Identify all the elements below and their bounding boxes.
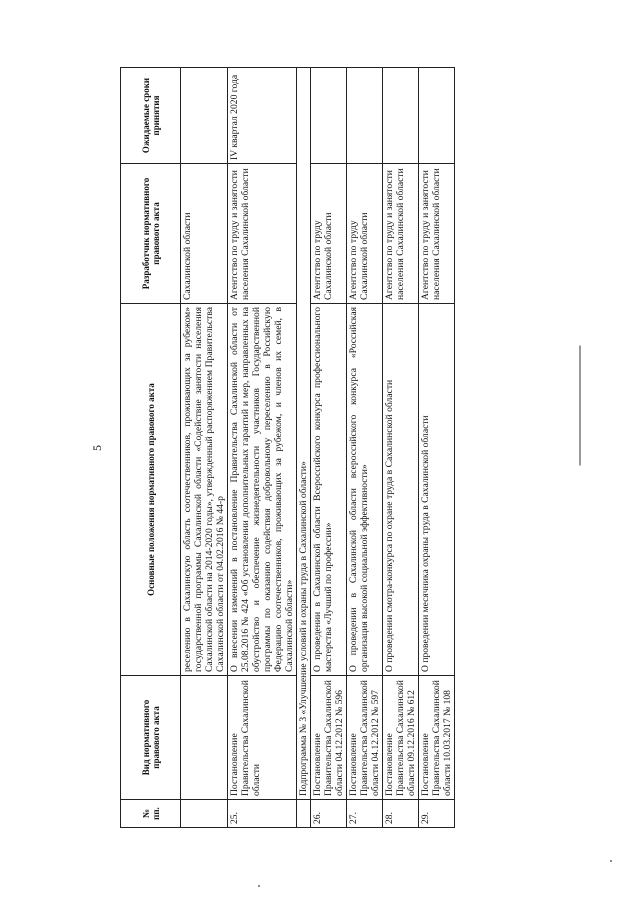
cell-type: Постановление Правительства Сахалинской области xyxy=(228,676,297,800)
cell-provisions: О проведении смотра-конкурса по охране труда в Сахалинской области xyxy=(383,304,419,676)
cell-type xyxy=(181,676,228,800)
table-row xyxy=(228,68,297,828)
legal-acts-table xyxy=(120,67,455,828)
cell-provisions: О проведении в Сахалинской области Всероссийского конкурса профессионального мастерства «Лучший по профессии» xyxy=(311,304,347,676)
cell-num: 28. xyxy=(383,800,419,828)
table-header-row xyxy=(121,68,181,828)
cell-num: 26. xyxy=(311,800,347,828)
cell-num xyxy=(297,800,311,828)
cell-developer: Агентство по труду Сахалинской области xyxy=(311,164,347,304)
cell-num: 25. xyxy=(228,800,297,828)
cell-developer: Агентство по труду и занятости населения Сахалинской области xyxy=(419,164,455,304)
table-row xyxy=(311,68,347,828)
cell-type: Постановление Правительства Сахалинской области 04.12.2012 № 596 xyxy=(311,676,347,800)
cell-deadline xyxy=(347,68,383,164)
cell-deadline xyxy=(311,68,347,164)
table-row xyxy=(383,68,419,828)
scan-speck xyxy=(610,860,612,862)
table-row xyxy=(347,68,383,828)
table-row xyxy=(419,68,455,828)
page-number: 5 xyxy=(90,445,104,451)
cell-developer: Агентство по труду и занятости населения Сахалинской области xyxy=(228,164,297,304)
cell-type: Постановление Правительства Сахалинской области 10.03.2017 № 108 xyxy=(419,676,455,800)
rotated-page-content xyxy=(90,53,510,843)
table-row-continuation xyxy=(181,68,228,828)
cell-developer: Сахалинской области xyxy=(181,164,228,304)
header-developer: Разработчик нормативного правового акта xyxy=(121,164,181,304)
cell-provisions: реселению в Сахалинскую область соотечественников, проживающих за рубежом» государственной программы Сахалинской области «Содействие занятости населения Сахалинской области на 2014-2020 годы», утвержденный распоряжением Правительства Сахалинской области от 04.02.2016 № 44-р xyxy=(181,304,228,676)
cell-deadline xyxy=(181,68,228,164)
cell-developer: Агентство по труду Сахалинской области xyxy=(347,164,383,304)
subprogram-row xyxy=(297,68,311,828)
cell-num xyxy=(181,800,228,828)
cell-deadline: IV квартал 2020 года xyxy=(228,68,297,164)
separator-line xyxy=(580,346,581,466)
cell-type: Постановление Правительства Сахалинской области 04.12.2012 № 597 xyxy=(347,676,383,800)
subprogram-title: Подпрограмма № 3 «Улучшение условий и охраны труда в Сахалинской области» xyxy=(297,68,311,800)
header-deadline: Ожидаемые сроки принятия xyxy=(121,68,181,164)
cell-provisions: О проведении в Сахалинской области всероссийского конкурса «Российская организация высокой социальной эффективности» xyxy=(347,304,383,676)
scan-speck xyxy=(258,885,260,887)
cell-provisions: О проведении месячника охраны труда в Сахалинской области xyxy=(419,304,455,676)
cell-deadline xyxy=(419,68,455,164)
cell-num: 27. xyxy=(347,800,383,828)
header-provisions: Основные положения нормативного правового акта xyxy=(121,304,181,676)
header-type: Вид нормативного правового акта xyxy=(121,676,181,800)
cell-type: Постановление Правительства Сахалинской области 09.12.2016 № 612 xyxy=(383,676,419,800)
cell-provisions: О внесении изменений в постановление Правительства Сахалинской области от 25.08.2016 № 424 «Об установлении дополнительных гарантий и мер, направленных на обустройство и обеспечение жизнедеятельности участников Государственной программы по оказанию содействия добровольному переселению в Российскую Федерацию соотечественников, проживающих за рубежом, и членов их семей, в Сахалинской области» xyxy=(228,304,297,676)
header-num: № пп. xyxy=(121,800,181,828)
cell-num: 29. xyxy=(419,800,455,828)
cell-developer: Агентство по труду и занятости населения Сахалинской области xyxy=(383,164,419,304)
cell-deadline xyxy=(383,68,419,164)
